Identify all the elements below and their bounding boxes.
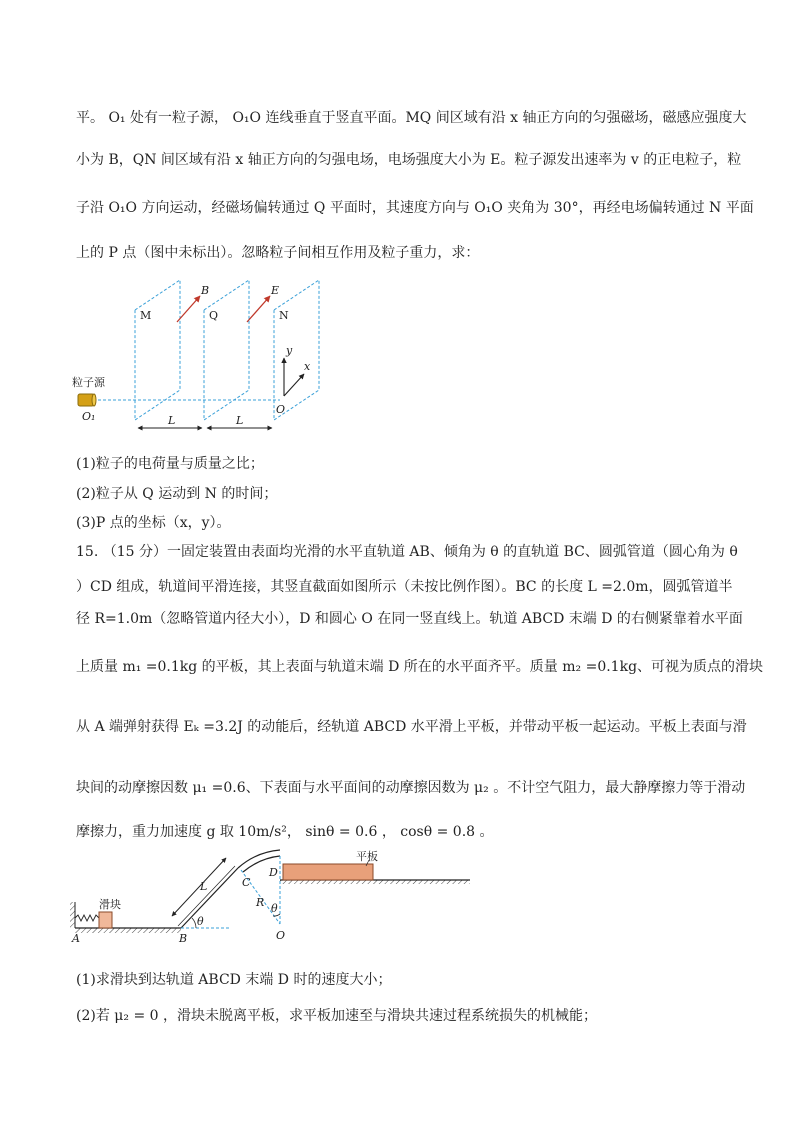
- p15-line-3: 径 R=1.0m（忽略管道内径大小），D 和圆心 O 在同一竖直线上。轨道 ABCD 末端 D 的右侧紧靠着水平面: [76, 611, 743, 627]
- p14-line-4: 上的 P 点（图中未标出）。忽略粒子间相互作用及粒子重力，求：: [76, 245, 480, 261]
- left-wall: [70, 902, 75, 928]
- label-x: x: [304, 360, 311, 373]
- label-c: C: [242, 876, 251, 889]
- label-theta-b: θ: [197, 915, 204, 928]
- label-l-2: L: [236, 414, 244, 427]
- p14-line-2: 小为 B，QN 间区域有沿 x 轴正方向的匀强电场，电场强度大小为 E。粒子源发出速率为 v 的正电粒子，粒: [76, 152, 742, 168]
- label-slider: 滑块: [99, 898, 121, 911]
- board: [283, 864, 373, 880]
- p15-line-7: 摩擦力，重力加速度 g 取 10m/s²， sinθ = 0.6 ， cosθ = 0.8 。: [76, 824, 494, 840]
- p15-line-6: 块间的动摩擦因数 μ₁ =0.6、下表面与水平面间的动摩擦因数为 μ₂ 。不计空气阻力，最大静摩擦力等于滑动: [76, 780, 746, 796]
- p14-question-1: (1)粒子的电荷量与质量之比；: [76, 456, 264, 472]
- p15-question-1: (1)求滑块到达轨道 ABCD 末端 D 时的速度大小；: [76, 972, 392, 988]
- plane-n: [274, 280, 319, 420]
- particle-source: [78, 394, 96, 406]
- x-axis-arrow: [284, 374, 304, 396]
- label-o: O: [276, 929, 286, 942]
- field-region-figure: [70, 272, 340, 442]
- label-r: R: [256, 896, 265, 909]
- plane-q: [204, 280, 249, 420]
- label-o: O: [276, 403, 286, 416]
- track-figure: [66, 846, 486, 946]
- label-b: B: [179, 932, 188, 945]
- p15-line-4: 上质量 m₁ =0.1kg 的平板，其上表面与轨道末端 D 所在的水平面齐平。质量 m₂ =0.1kg、可视为质点的滑块: [76, 659, 764, 675]
- label-source: 粒子源: [72, 376, 105, 389]
- label-b: B: [201, 284, 210, 297]
- spring: [75, 915, 99, 921]
- p15-line-5: 从 A 端弹射获得 Eₖ =3.2J 的动能后，经轨道 ABCD 水平滑上平板，并带动平板一起运动。平板上表面与滑: [76, 719, 747, 735]
- p14-question-2: (2)粒子从 Q 运动到 N 的时间；: [76, 486, 278, 502]
- label-n: N: [279, 309, 289, 322]
- p15-line-2: ）CD 组成，轨道间平滑连接，其竖直截面如图所示（未按比例作图）。BC 的长度 L =2.0m，圆弧管道半: [76, 579, 733, 595]
- label-theta-o: θ: [271, 902, 278, 915]
- label-a: A: [72, 932, 80, 945]
- ground-hatch-ab: [75, 928, 181, 933]
- label-e: E: [271, 284, 280, 297]
- label-y: y: [286, 344, 293, 357]
- p14-question-3: (3)P 点的坐标（x，y）。: [76, 515, 231, 531]
- label-board: 平板: [356, 850, 378, 863]
- b-field-arrow: [177, 296, 200, 322]
- p15-question-2: (2)若 μ₂ = 0 ，滑块未脱离平板，求平板加速至与滑块共速过程系统损失的机械能；: [76, 1008, 597, 1024]
- p14-line-1: 平。 O₁ 处有一粒子源， O₁O 连线垂直于竖直平面。MQ 间区域有沿 x 轴正方向的匀强磁场，磁感应强度大: [76, 110, 747, 126]
- p15-line-1: 15. （15 分）一固定装置由表面均光滑的水平直轨道 AB、倾角为 θ 的直轨道 BC、圆弧管道（圆心角为 θ: [76, 544, 738, 560]
- e-field-arrow: [247, 296, 270, 322]
- plane-m: [135, 280, 180, 420]
- label-m: M: [140, 309, 152, 322]
- slider-block: [99, 912, 112, 928]
- label-o1: O₁: [82, 410, 96, 423]
- track-bc: [181, 868, 238, 928]
- dim-l: [172, 858, 226, 916]
- label-q: Q: [209, 309, 219, 322]
- label-l-1: L: [168, 414, 176, 427]
- label-l: L: [200, 880, 208, 893]
- p14-line-3: 子沿 O₁O 方向运动，经磁场偏转通过 Q 平面时，其速度方向与 O₁O 夹角为 30°，再经电场偏转通过 N 平面: [76, 200, 754, 216]
- label-d: D: [269, 866, 278, 879]
